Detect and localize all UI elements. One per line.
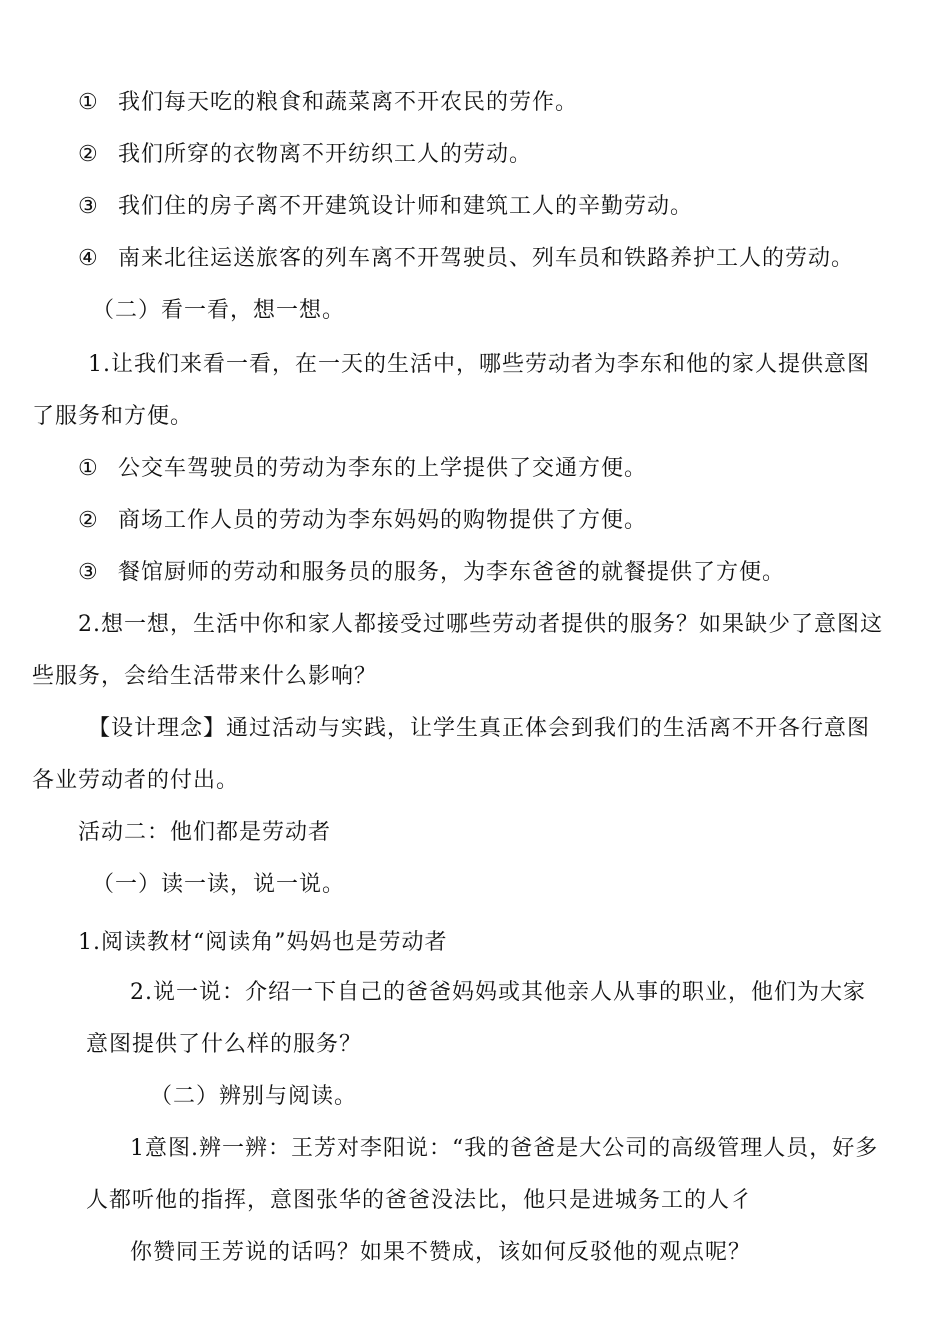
list-marker: ① [78,90,99,115]
item2-line1: 2.想一想，生活中你和家人都接受过哪些劳动者提供的服务？如果缺少了意图这 [78,612,883,637]
design-concept-line1: 【设计理念】通过活动与实践，让学生真正体会到我们的生活离不开各行意图 [88,716,871,741]
subsection1-heading: （一）读一读，说一说。 [92,872,346,897]
list-marker: ③ [78,560,99,585]
list-item-text: 商场工作人员的劳动为李东妈妈的购物提供了方便。 [118,508,648,533]
list-marker: ② [78,142,99,167]
item1-line1: 1.让我们来看一看，在一天的生活中，哪些劳动者为李东和他的家人提供意图 [88,352,870,377]
list-item-text: 公交车驾驶员的劳动为李东的上学提供了交通方便。 [118,456,648,481]
activity2-title: 活动二：他们都是劳动者 [78,820,332,845]
talk-line1: 2.说一说：介绍一下自己的爸爸妈妈或其他亲人从事的职业，他们为大家 [130,980,866,1005]
question-line: 你赞同王芳说的话吗？如果不赞成，该如何反驳他的观点呢？ [130,1240,752,1265]
list-marker: ④ [78,246,99,271]
list1-item-2 [78,140,532,170]
item2-line2: 些服务，会给生活带来什么影响？ [32,664,378,689]
list-marker: ③ [78,194,99,219]
list2-item-2 [78,506,647,536]
discern-line1: 1意图.辨一辨：王芳对李阳说：“我的爸爸是大公司的高级管理人员，好多 [130,1136,879,1161]
list2-item-3 [78,558,785,588]
subsection2-heading: （二）辨别与阅读。 [150,1084,358,1109]
list-marker: ② [78,508,99,533]
list1-item-3 [78,192,693,222]
section2-heading: （二）看一看，想一想。 [92,298,346,323]
list-item-text: 我们住的房子离不开建筑设计师和建筑工人的辛勤劳动。 [118,194,694,219]
list-item-text: 餐馆厨师的劳动和服务员的服务，为李东爸爸的就餐提供了方便。 [118,560,786,585]
list-item-text: 我们每天吃的粮食和蔬菜离不开农民的劳作。 [118,90,579,115]
list1-item-1 [78,88,578,118]
list1-item-4 [78,244,854,274]
discern-line2: 人都听他的指挥，意图张华的爸爸没法比，他只是进城务工的人彳 [86,1188,754,1213]
read-item: 1.阅读教材“阅读角”妈妈也是劳动者 [78,930,448,955]
design-concept-line2: 各业劳动者的付出。 [32,768,240,793]
item1-line2: 了服务和方便。 [32,404,194,429]
list-item-text: 南来北往运送旅客的列车离不开驾驶员、列车员和铁路养护工人的劳动。 [118,246,855,271]
list2-item-1 [78,454,647,484]
list-item-text: 我们所穿的衣物离不开纺织工人的劳动。 [118,142,533,167]
list-marker: ① [78,456,99,481]
talk-line2: 意图提供了什么样的服务？ [86,1032,363,1057]
